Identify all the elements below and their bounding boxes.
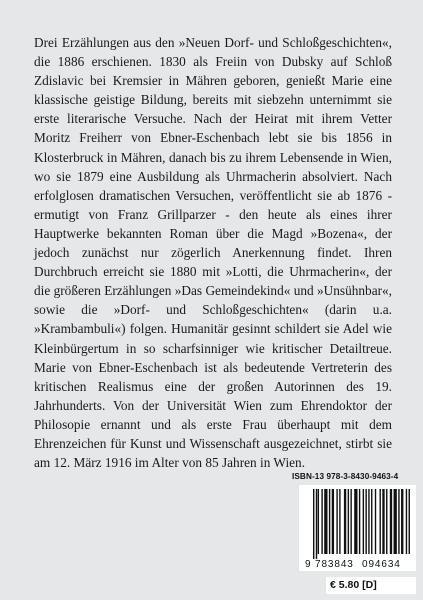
isbn-label: ISBN-13 978-3-8430-9463-4 <box>292 472 399 481</box>
barcode-bars <box>313 489 410 559</box>
barcode-bar <box>398 489 399 554</box>
barcode-bar <box>316 489 317 559</box>
barcode-bar <box>406 489 407 554</box>
barcode-digits-right: 094634 <box>362 559 401 570</box>
barcode-bar <box>401 489 403 554</box>
blurb-text: Drei Erzählungen aus den »Neuen Dorf- und Schloßgeschichten«, die 1886 erschienen. 1830 als Freiin von Dubsky auf Schloß Zdislavic bei Kremsier in Mähren geboren, genießt Marie eine klassische geistige Bildung, bereits mit siebzehn unternimmt sie erste literarische Versuche. Nach der Heirat mit ihrem Vetter Moritz Freiherr von Ebner-Eschenbach lebt sie bis 1856 in Klosterbruck in Mähren, danach bis zu ihrem Lebensende in Wien, wo sie 1879 eine Ausbildung als Uhrmacherin absolviert. Nach erfolglosen dramatischen Versuchen, veröffentlicht sie ab 1876 - ermutigt von Franz Grillparzer - den heute als eines ihrer Hauptwerke bekannten Roman über die Magd »Bozena«, der jedoch zunächst nur zögerlich Anerkennung findet. Ihren Durchbruch erreicht sie 1880 mit »Lotti, die Uhrmacherin«, der die größeren Erzählungen »Das Gemeindekind« und »Unsühnbar«, sowie die »Dorf- und Schloßgeschichten« (darin u.a. »Krambambuli«) folgen. Humanitär gesinnt schildert sie Adel wie Kleinbürgertum in so scharfsinniger wie kritischer Detailtreue. Marie von Ebner-Eschenbach ist als bedeutende Vertreterin des kritischen Realismus eine der großen Autorinnen des 19. Jahrhunderts. Von der Universität Wien zum Ehrendoktor der Philosopie ernannt und als erste Frau überhaupt mit dem Ehrenzeichen für Kunst und Wissenschaft ausgezeichnet, stirbt sie am 12. März 1916 im Alter von 85 Jahren in Wien. <box>34 35 392 471</box>
barcode-bar <box>332 489 334 554</box>
barcode-bar <box>344 489 346 554</box>
barcode-bar <box>313 489 314 559</box>
barcode-bar <box>365 489 366 554</box>
barcode-bar <box>329 489 330 554</box>
barcode-bar <box>336 489 337 554</box>
barcode-bar <box>394 489 397 554</box>
barcode-bar <box>359 489 360 554</box>
barcode-bar <box>350 489 351 554</box>
barcode-graphic <box>299 485 416 571</box>
barcode-bar <box>386 489 387 554</box>
barcode-bar <box>382 489 384 554</box>
barcode-bar <box>380 489 381 554</box>
price-tag: € 5.80 [D] <box>326 577 416 594</box>
barcode-bar <box>321 489 322 554</box>
barcode-bar <box>371 489 372 554</box>
barcode-bar <box>375 489 376 554</box>
barcode-digit-first: 9 <box>305 559 311 570</box>
barcode-bar <box>363 489 364 554</box>
barcode-digits-left: 783843 <box>315 559 354 570</box>
barcode-bar <box>339 489 340 554</box>
barcode-bar <box>348 489 349 554</box>
barcode-bar <box>390 489 392 554</box>
barcode <box>299 485 416 571</box>
barcode-bar <box>354 489 357 554</box>
barcode-bar <box>368 489 369 554</box>
barcode-bar <box>318 489 319 554</box>
barcode-bar <box>324 489 327 554</box>
barcode-bar <box>409 489 410 554</box>
